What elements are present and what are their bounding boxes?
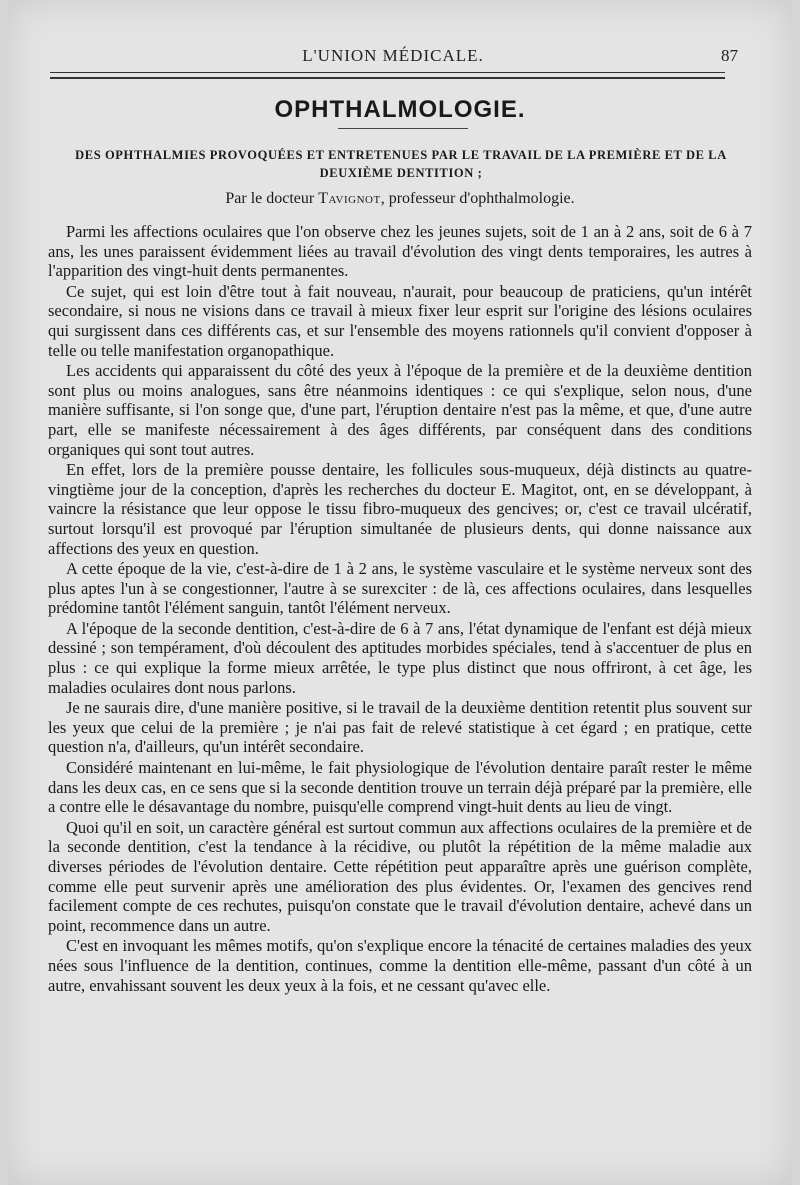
paragraph: Considéré maintenant en lui-même, le fait physiologique de l'évolution dentaire paraît rester le même dans les deux cas, en ce sens que si la seconde dentition trouve un terrain déjà préparé par la première, elle a contre elle le désavantage du nombre, puisqu'elle comprend vingt-huit dents au lieu de vingt.	[48, 758, 752, 817]
article-body	[48, 222, 752, 996]
page-number: 87	[721, 46, 738, 65]
byline	[0, 190, 800, 208]
paragraph: Les accidents qui apparaissent du côté des yeux à l'époque de la première et de la deuxième dentition sont plus ou moins analogues, sans être néanmoins identiques : ce qui s'explique, selon nous, d'une manière suffisante, si l'on songe que, d'une part, l'éruption dentaire n'est pas la même, et que, d'une autre part, elle se manifeste nécessairement à des âges différents, par conséquent dans des conditions organiques qui sont tout autres.	[48, 361, 752, 459]
header-rule-thin	[50, 72, 725, 73]
byline-prefix: Par le docteur	[225, 190, 315, 207]
section-title: OPHTHALMOLOGIE.	[274, 96, 526, 123]
paragraph: Je ne saurais dire, d'une manière positive, si le travail de la deuxième dentition retentit plus souvent sur les yeux que celui de la première ; je n'ai pas fait de relevé statistique à cet égard ; en pratique, cette question n'a, d'ailleurs, qu'un intérêt secondaire.	[48, 698, 752, 757]
paragraph: C'est en invoquant les mêmes motifs, qu'on s'explique encore la ténacité de certaines maladies des yeux nées sous l'influence de la dentition, continues, comme la dentition elle-même, passant d'un côté à un autre, envahissant souvent les deux yeux à la fois, et ne cessant qu'avec elle.	[48, 936, 752, 995]
header-rule-thick	[50, 77, 725, 79]
paragraph: Ce sujet, qui est loin d'être tout à fait nouveau, n'aurait, pour beaucoup de praticiens, qu'un intérêt secondaire, si nous ne visions dans ce travail à mieux fixer leur esprit sur l'origine des lésions oculaires qui surgissent dans ces différents cas, et sur l'ensemble des moyens rationnels qu'il convient d'opposer à telle ou telle manifestation organopathique.	[48, 281, 752, 360]
section-title-rule	[338, 128, 468, 129]
running-head	[48, 44, 738, 72]
paragraph: Parmi les affections oculaires que l'on observe chez les jeunes sujets, soit de 1 an à 2 ans, soit de 6 à 7 ans, les unes paraissent évidemment liées au travail d'évolution des vingt dents temporaires, les autres à l'apparition des vingt-huit dents permanentes.	[48, 222, 752, 281]
paragraph: A l'époque de la seconde dentition, c'est-à-dire de 6 à 7 ans, l'état dynamique de l'enfant est déjà mieux dessiné ; son tempérament, d'où découlent des aptitudes morbides spéciales, tend à s'accentuer de plus en plus : ce qui explique la forme mieux arrêtée, le type plus distinct que nous offriront, à cet âge, les maladies oculaires dont nous parlons.	[48, 618, 752, 697]
paragraph: Quoi qu'il en soit, un caractère général est surtout commun aux affections oculaires de la première et de la seconde dentition, c'est la tendance à la récidive, ou plutôt la répétition de la même maladie aux diverses périodes de l'évolution dentaire. Cette répétition peut apparaître après une guérison complète, comme elle peut survenir après une amélioration des plus évidentes. Or, l'examen des gencives rend facilement compte de ces rechutes, puisqu'on constate que le travail d'évolution dentaire, achevé dans un point, recommence dans un autre.	[48, 817, 752, 935]
byline-suffix: , professeur d'ophthalmologie.	[380, 190, 575, 207]
article-title: DES OPHTHALMIES PROVOQUÉES ET ENTRETENUES PAR LE TRAVAIL DE LA PREMIÈRE ET DE LA DEUXIÈME DENTITION ;	[75, 148, 727, 180]
paragraph: A cette époque de la vie, c'est-à-dire de 1 à 2 ans, le système vasculaire et le système nerveux sont des plus aptes l'un à se congestionner, l'autre à se surexciter : de là, ces affections oculaires, dans lesquelles prédomine tantôt l'élément sanguin, tantôt l'élément nerveux.	[48, 559, 752, 618]
paragraph: En effet, lors de la première pousse dentaire, les follicules sous-muqueux, déjà distincts au quatre-vingtième jour de la conception, d'après les recherches du docteur E. Magitot, ont, en se développant, à vaincre la résistance que leur oppose le tissu fibro-muqueux des gencives; or, c'est ce travail ulcératif, surtout lorsqu'il est provoqué par l'éruption simultanée de plusieurs dents, qui donne naissance aux affections des yeux en question.	[48, 460, 752, 558]
byline-author: Tavignot	[318, 190, 381, 207]
running-title: L'UNION MÉDICALE.	[302, 46, 484, 65]
